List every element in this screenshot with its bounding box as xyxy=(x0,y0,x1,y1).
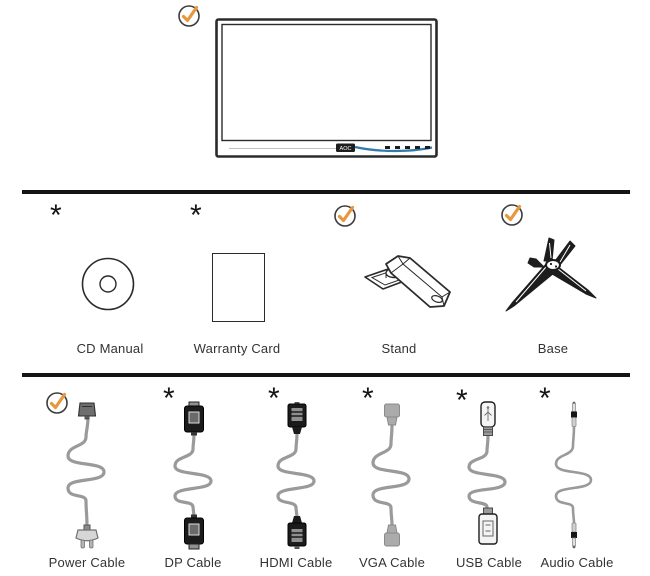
warranty-card-icon xyxy=(212,253,265,322)
optional-asterisk-mark: * xyxy=(190,199,202,232)
cable-label: HDMI Cable xyxy=(259,555,333,570)
cable-label: Audio Cable xyxy=(540,555,614,570)
included-check-icon xyxy=(501,204,523,226)
accessory-label: Base xyxy=(537,341,569,356)
audio-cable-icon xyxy=(544,400,604,550)
cable-label: VGA Cable xyxy=(358,555,426,570)
accessory-label: CD Manual xyxy=(76,341,144,356)
accessory-label: Warranty Card xyxy=(193,341,281,356)
section-divider xyxy=(22,373,630,377)
optional-asterisk-mark: * xyxy=(268,382,280,415)
usb-cable-icon xyxy=(458,400,518,550)
optional-asterisk-mark: * xyxy=(362,382,374,415)
optional-asterisk-mark: * xyxy=(456,384,468,417)
cable-label: Power Cable xyxy=(48,555,126,570)
cable-label: USB Cable xyxy=(455,555,523,570)
power-cable-icon xyxy=(57,400,117,550)
vga-cable-icon xyxy=(362,400,422,550)
optional-asterisk-mark: * xyxy=(50,199,62,232)
cd-icon xyxy=(80,256,136,312)
included-check-icon xyxy=(178,5,200,27)
section-divider xyxy=(22,190,630,194)
cable-label: DP Cable xyxy=(164,555,222,570)
dp-cable-icon xyxy=(164,400,224,550)
accessory-label: Stand xyxy=(381,341,417,356)
included-check-icon xyxy=(334,205,356,227)
aoc-logo-text: AOC xyxy=(339,146,352,152)
stand-icon xyxy=(353,233,458,318)
monitor-illustration xyxy=(215,18,438,158)
base-icon xyxy=(500,231,605,319)
optional-asterisk-mark: * xyxy=(539,382,551,415)
hdmi-cable-icon xyxy=(267,400,327,550)
optional-asterisk-mark: * xyxy=(163,382,175,415)
